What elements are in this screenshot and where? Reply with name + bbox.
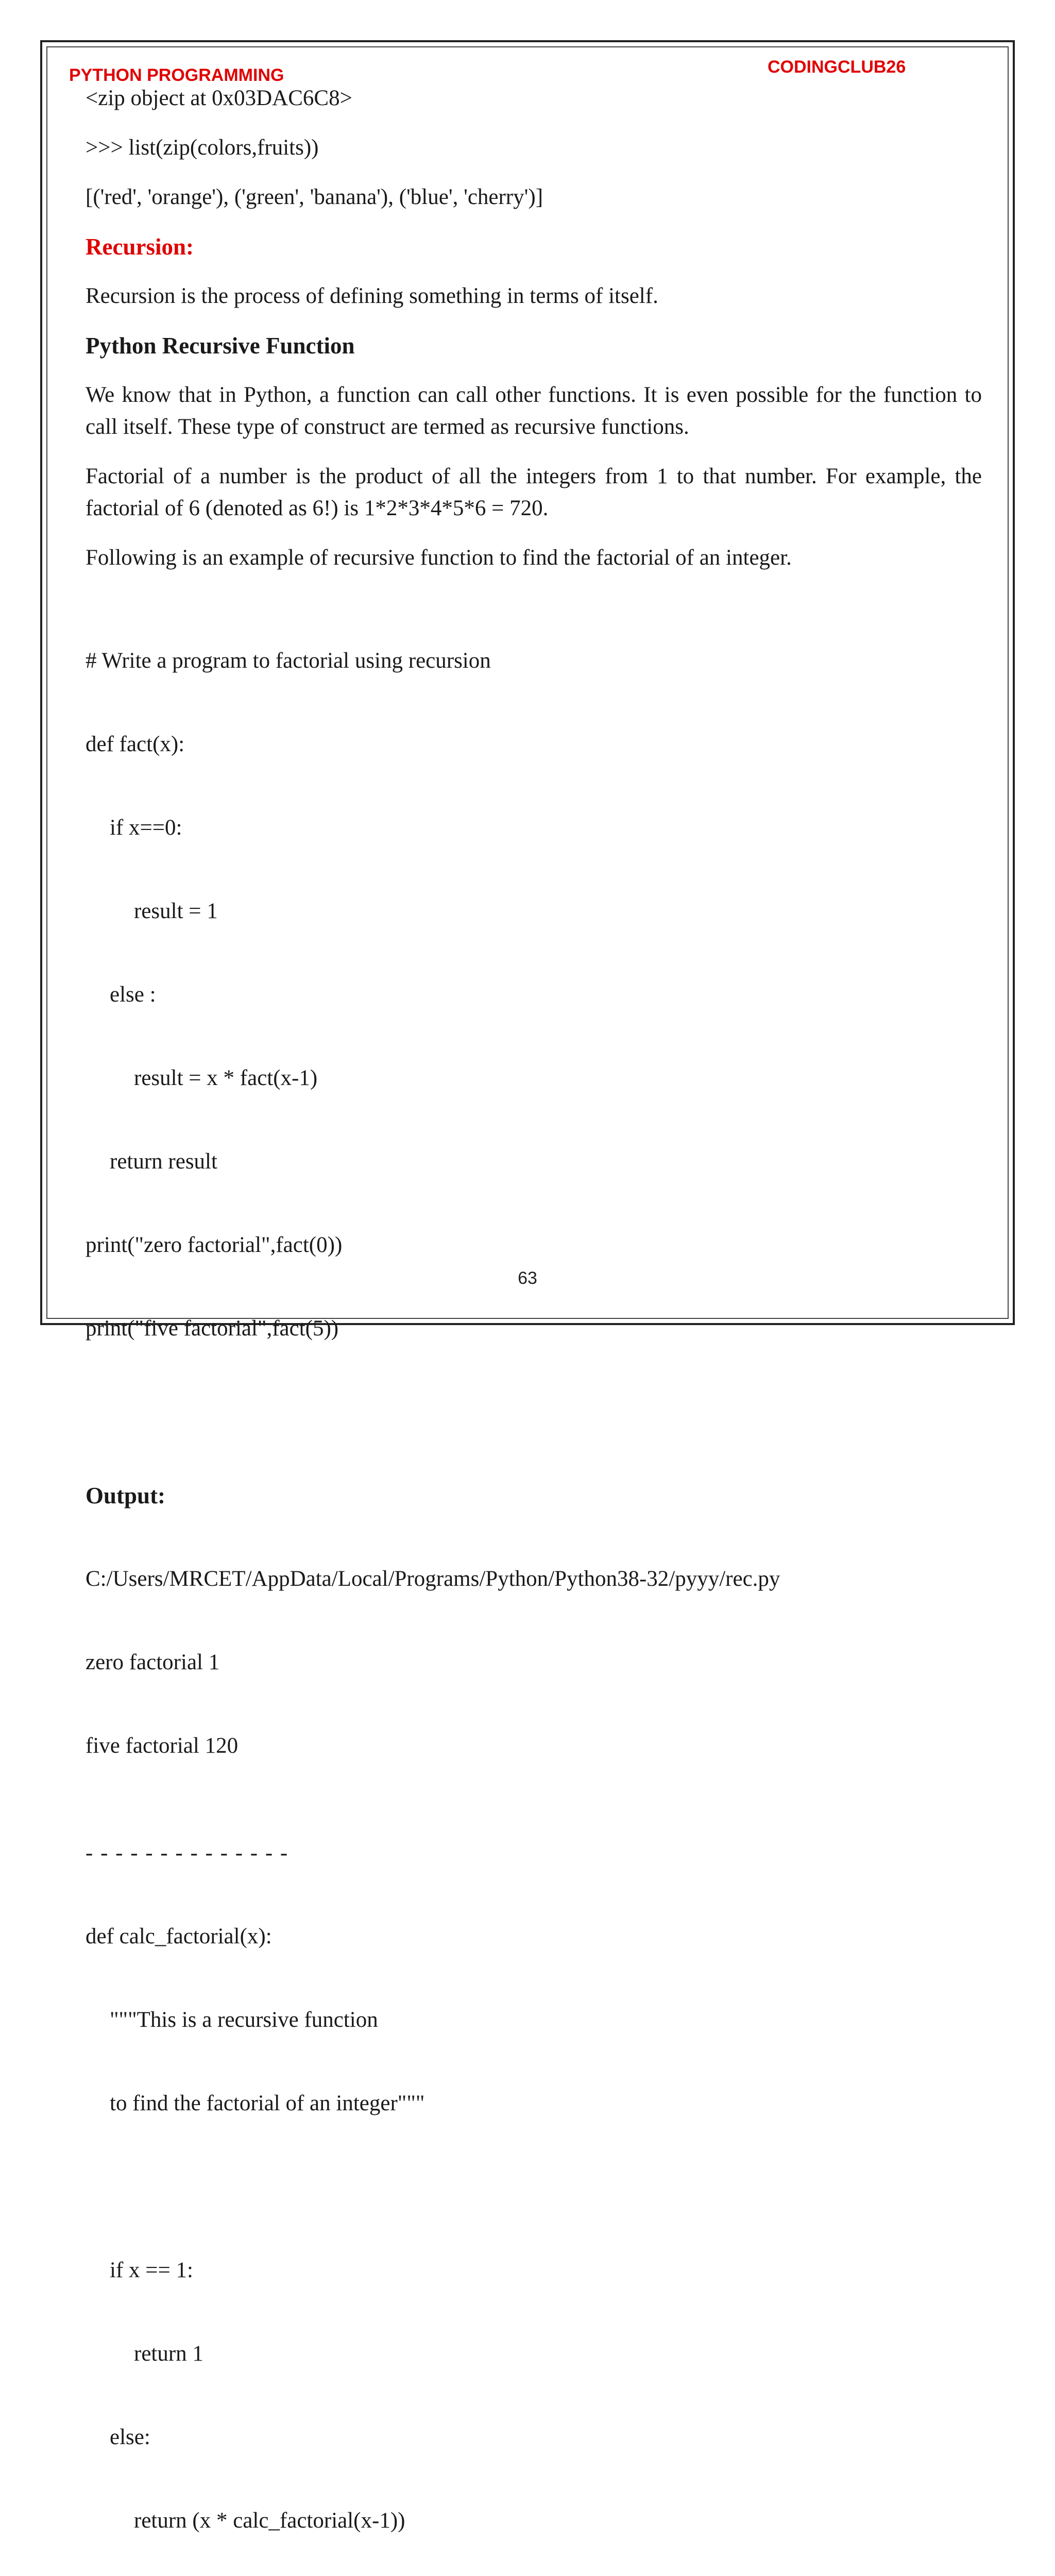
code-line: else :: [110, 982, 156, 1007]
page-number: 63: [518, 1268, 537, 1288]
output-line: zero factorial 1: [86, 1650, 220, 1674]
code-line: return result: [110, 1149, 217, 1174]
code-line: if x == 1:: [110, 2258, 193, 2282]
recursion-definition: Recursion is the process of defining something in terms of itself.: [86, 284, 658, 308]
code-line: def calc_factorial(x):: [86, 1924, 272, 1948]
recursion-heading: Recursion:: [86, 234, 194, 260]
dashed-separator: - - - - - - - - - - - - - -: [86, 1841, 289, 1865]
code-line: result = x * fact(x-1): [134, 1066, 318, 1090]
code-block-fact: [86, 591, 982, 1816]
code-line: result = 1: [134, 899, 218, 923]
code-line: print("zero factorial",fact(0)): [86, 1233, 343, 1257]
zip-list-command: >>> list(zip(colors,fruits)): [86, 135, 319, 160]
page-content: [86, 82, 982, 2576]
example-intro-paragraph: Following is an example of recursive function to find the factorial of an integer.: [86, 546, 792, 570]
code-blank-line: [86, 2173, 982, 2201]
output-line: C:/Users/MRCET/AppData/Local/Programs/Python/Python38-32/pyyy/rec.py: [86, 1567, 780, 1591]
code-line: return (x * calc_factorial(x-1)): [134, 2509, 405, 2533]
output-heading: Output:: [86, 1483, 166, 1509]
code-block-calc-factorial: [86, 1867, 982, 2576]
code-line: else:: [110, 2425, 150, 2449]
header-title-right: CODINGCLUB26: [768, 57, 906, 77]
code-line: return 1: [134, 2342, 203, 2366]
code-line: # Write a program to factorial using recursion: [86, 649, 491, 673]
code-line: to find the factorial of an integer""": [110, 2091, 425, 2115]
zip-object-line: <zip object at 0x03DAC6C8>: [86, 86, 352, 110]
factorial-paragraph: Factorial of a number is the product of all the integers from 1 to that number. For example, the factorial of 6 (denoted as 6!) is 1*2*3*4*5*6 = 720.: [86, 464, 982, 520]
header-title-left: PYTHON PROGRAMMING: [69, 65, 284, 85]
recursive-function-subheading: Python Recursive Function: [86, 333, 355, 359]
code-line: """This is a recursive function: [110, 2008, 378, 2032]
code-line: if x==0:: [110, 816, 182, 840]
code-line: print("five factorial",fact(5)): [86, 1316, 339, 1341]
output-line: five factorial 120: [86, 1734, 239, 1758]
code-line: def fact(x):: [86, 732, 185, 756]
recursive-function-paragraph: We know that in Python, a function can call other functions. It is even possible for the function to call itself. These type of construct are termed as recursive functions.: [86, 383, 982, 439]
zip-list-result: [('red', 'orange'), ('green', 'banana'), ('blue', 'cherry')]: [86, 185, 543, 209]
code-blank-line: [86, 1398, 982, 1426]
